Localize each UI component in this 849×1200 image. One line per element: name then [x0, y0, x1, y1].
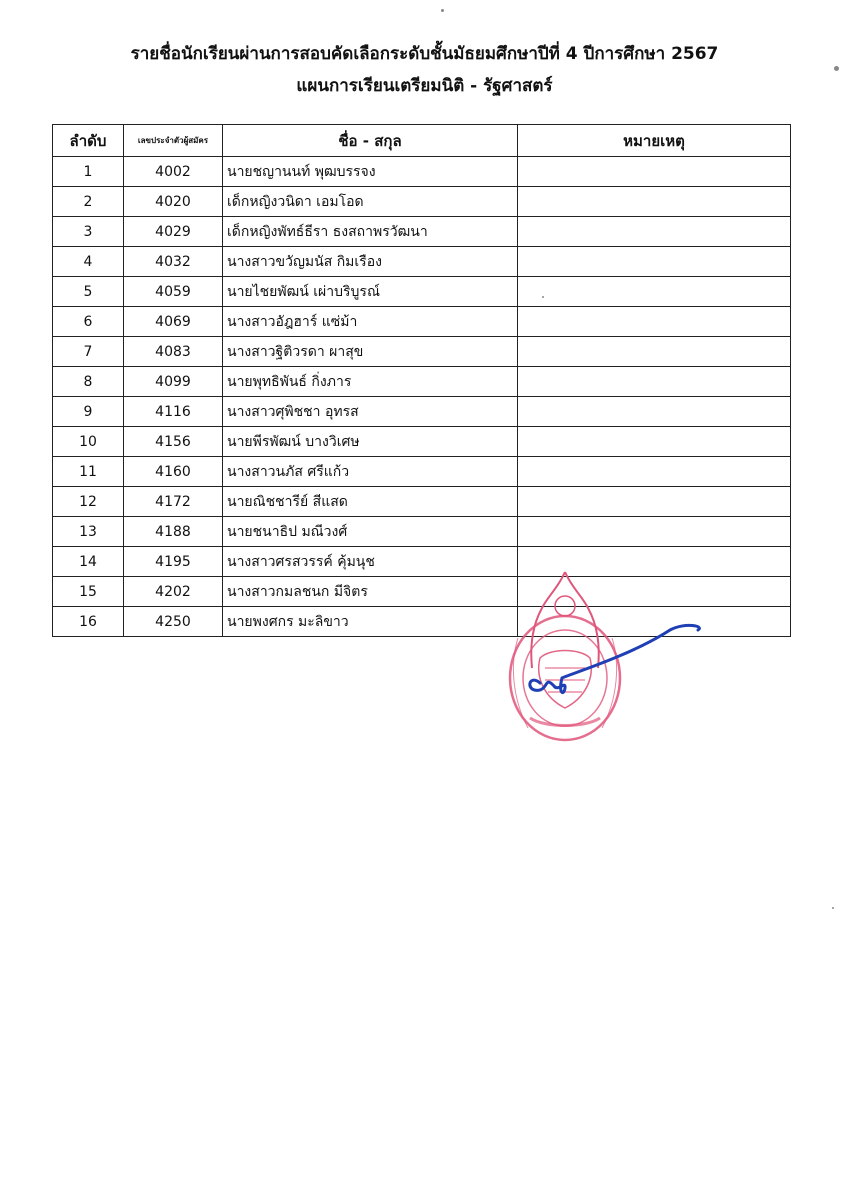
row-order-cell: 13: [53, 517, 124, 547]
table-row: [53, 247, 791, 277]
row-remark-cell: [518, 457, 791, 487]
row-remark-cell: [518, 397, 791, 427]
column-header-name: ชื่อ - สกุล: [223, 125, 518, 157]
row-order-cell: 12: [53, 487, 124, 517]
row-name-cell: นางสาวอัฎฮาร์ แซ่ม้า: [223, 307, 518, 337]
row-name-cell: เด็กหญิงพัทธ์ธีรา ธงสถาพรวัฒนา: [223, 217, 518, 247]
row-name-cell: นางสาวฐิติวรดา ผาสุข: [223, 337, 518, 367]
row-order-cell: 7: [53, 337, 124, 367]
row-remark-cell: [518, 427, 791, 457]
row-order-cell: 5: [53, 277, 124, 307]
row-order-cell: 16: [53, 607, 124, 637]
row-applicant-id-cell: 4160: [124, 457, 223, 487]
row-applicant-id-cell: 4116: [124, 397, 223, 427]
page-title: รายชื่อนักเรียนผ่านการสอบคัดเลือกระดับชั้นมัธยมศึกษาปีที่ 4 ปีการศึกษา 2567: [130, 44, 719, 64]
row-name-cell: นายพีรพัฒน์ บางวิเศษ: [223, 427, 518, 457]
row-applicant-id-cell: 4099: [124, 367, 223, 397]
row-applicant-id-cell: 4172: [124, 487, 223, 517]
table-row: [53, 217, 791, 247]
row-applicant-id-cell: 4083: [124, 337, 223, 367]
row-applicant-id-cell: 4202: [124, 577, 223, 607]
row-applicant-id-cell: 4059: [124, 277, 223, 307]
row-order-cell: 3: [53, 217, 124, 247]
column-header-order: ลำดับ: [53, 125, 124, 157]
row-order-cell: 15: [53, 577, 124, 607]
row-applicant-id-cell: 4032: [124, 247, 223, 277]
paper-speck: [441, 9, 444, 12]
row-order-cell: 10: [53, 427, 124, 457]
paper-speck: [542, 296, 544, 298]
row-name-cell: เด็กหญิงวนิดา เอมโอด: [223, 187, 518, 217]
table-row: [53, 187, 791, 217]
row-order-cell: 9: [53, 397, 124, 427]
row-applicant-id-cell: 4188: [124, 517, 223, 547]
row-remark-cell: [518, 367, 791, 397]
row-remark-cell: [518, 247, 791, 277]
row-order-cell: 2: [53, 187, 124, 217]
row-order-cell: 4: [53, 247, 124, 277]
row-remark-cell: [518, 337, 791, 367]
seal-icon: [510, 572, 620, 740]
row-name-cell: นายพุทธิพันธ์ กิ่งภาร: [223, 367, 518, 397]
table-row: [53, 457, 791, 487]
row-applicant-id-cell: 4156: [124, 427, 223, 457]
student-table: [52, 124, 791, 637]
row-name-cell: นายชญานนท์ พุฒบรรจง: [223, 157, 518, 187]
column-header-remark: หมายเหตุ: [518, 125, 791, 157]
row-applicant-id-cell: 4029: [124, 217, 223, 247]
row-remark-cell: [518, 277, 791, 307]
row-remark-cell: [518, 487, 791, 517]
row-remark-cell: [518, 187, 791, 217]
page-subtitle: แผนการเรียนเตรียมนิติ - รัฐศาสตร์: [296, 76, 553, 96]
row-remark-cell: [518, 157, 791, 187]
table-row: [53, 427, 791, 457]
table-row: [53, 397, 791, 427]
row-name-cell: นางสาวศุพิชชา อุทรส: [223, 397, 518, 427]
row-order-cell: 8: [53, 367, 124, 397]
row-order-cell: 1: [53, 157, 124, 187]
paper-speck: [832, 907, 834, 909]
signature-icon: [530, 625, 700, 692]
row-applicant-id-cell: 4195: [124, 547, 223, 577]
table-row: [53, 517, 791, 547]
row-order-cell: 11: [53, 457, 124, 487]
row-applicant-id-cell: 4069: [124, 307, 223, 337]
table-row: [53, 157, 791, 187]
row-remark-cell: [518, 517, 791, 547]
row-applicant-id-cell: 4250: [124, 607, 223, 637]
row-name-cell: นางสาวนภัส ศรีแก้ว: [223, 457, 518, 487]
row-remark-cell: [518, 307, 791, 337]
table-header-row: [53, 125, 791, 157]
row-order-cell: 14: [53, 547, 124, 577]
row-remark-cell: [518, 217, 791, 247]
table-row: [53, 337, 791, 367]
row-name-cell: นายชนาธิป มณีวงศ์: [223, 517, 518, 547]
table-row: [53, 277, 791, 307]
table-row: [53, 367, 791, 397]
table-row: [53, 307, 791, 337]
row-name-cell: นายณิชชารีย์ สีแสด: [223, 487, 518, 517]
school-seal-with-signature: [470, 568, 710, 753]
row-applicant-id-cell: 4020: [124, 187, 223, 217]
row-name-cell: นายพงศกร มะลิขาว: [223, 607, 518, 637]
table-body: [53, 157, 791, 637]
table-row: [53, 487, 791, 517]
row-name-cell: นางสาวศรสวรรค์ คุ้มนุช: [223, 547, 518, 577]
row-order-cell: 6: [53, 307, 124, 337]
paper-speck: [834, 66, 839, 71]
row-name-cell: นางสาวกมลชนก มีจิตร: [223, 577, 518, 607]
row-applicant-id-cell: 4002: [124, 157, 223, 187]
row-name-cell: นายไชยพัฒน์ เผ่าบริบูรณ์: [223, 277, 518, 307]
column-header-applicant-id: เลขประจำตัวผู้สมัคร: [124, 125, 223, 157]
row-name-cell: นางสาวขวัญมนัส กิมเรือง: [223, 247, 518, 277]
